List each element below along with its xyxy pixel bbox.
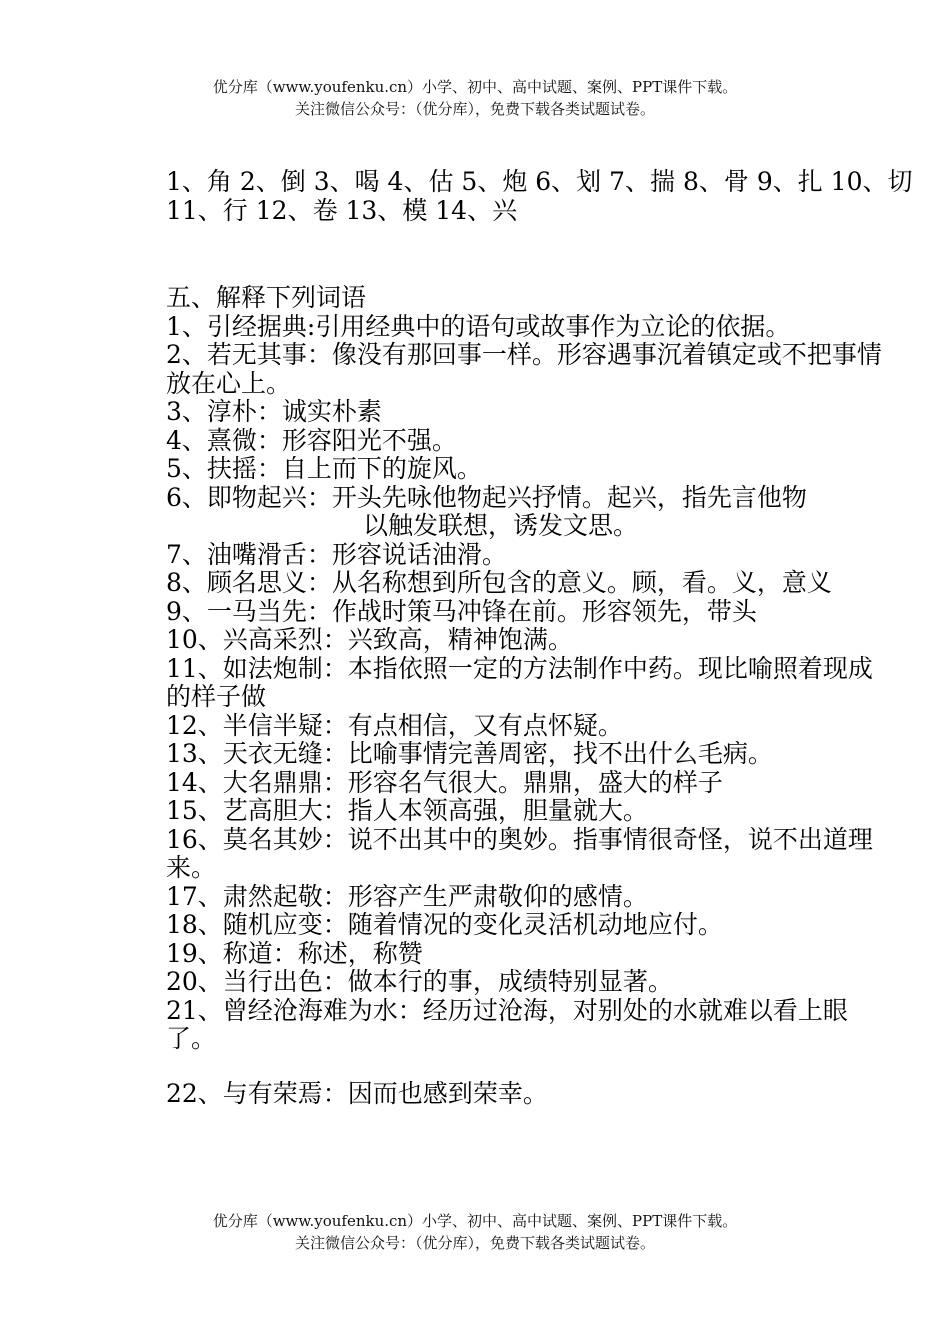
footer-line-1: 优分库（www.youfenku.cn）小学、初中、高中试题、案例、PPT课件下载。 — [212, 1212, 738, 1230]
definition-item: 22、与有荣焉：因而也感到荣幸。 — [166, 1078, 548, 1108]
definition-item: 21、曾经沧海难为水：经历过沧海，对别处的水就难以看上眼了。 — [166, 995, 848, 1053]
definition-item: 3、淳朴：诚实朴素 — [166, 397, 382, 426]
definition-item: 13、天衣无缝：比喻事情完善周密，找不出什么毛病。 — [166, 739, 773, 768]
footer-line-2: 关注微信公众号：（优分库），免费下载各类试题试卷。 — [294, 1234, 655, 1252]
page-footer — [0, 1210, 950, 1254]
definition-item: 4、熹微：形容阳光不强。 — [166, 425, 457, 455]
definition-item: 5、扶摇：自上而下的旋风。 — [166, 454, 482, 483]
definition-item: 17、肃然起敬：形容产生严肃敬仰的感情。 — [166, 881, 648, 911]
definition-item: 20、当行出色：做本行的事，成绩特别显著。 — [166, 967, 673, 996]
definition-item: 10、兴高采烈：兴致高，精神饱满。 — [166, 625, 573, 654]
definition-item: 9、一马当先：作战时策马冲锋在前。形容领先，带头 — [166, 596, 757, 626]
header-line-1: 优分库（www.youfenku.cn）小学、初中、高中试题、案例、PPT课件下载。 — [212, 78, 738, 96]
definition-item: 12、半信半疑：有点相信，又有点怀疑。 — [166, 710, 623, 740]
definition-item: 14、大名鼎鼎：形容名气很大。鼎鼎，盛大的样子 — [166, 767, 723, 797]
answer-line-1: 1、角 2、倒 3、喝 4、估 5、炮 6、划 7、揣 8、骨 9、扎 10、切 — [166, 167, 913, 196]
definition-item: 2、若无其事：像没有那回事一样。形容遇事沉着镇定或不把事情放在心上。 — [166, 340, 882, 398]
definition-list — [166, 313, 894, 1109]
definition-item: 15、艺高胆大：指人本领高强，胆量就大。 — [166, 796, 648, 825]
answer-line-2: 11、行 12、卷 13、模 14、兴 — [166, 195, 518, 225]
answer-list — [166, 167, 913, 225]
header-line-2: 关注微信公众号：（优分库），免费下载各类试题试卷。 — [294, 100, 655, 118]
definition-item: 1、引经据典:引用经典中的语句或故事作为立论的依据。 — [166, 311, 791, 341]
definition-item: 16、莫名其妙：说不出其中的奥妙。指事情很奇怪，说不出道理来。 — [166, 824, 873, 882]
definition-item: 18、随机应变：随着情况的变化灵活机动地应付。 — [166, 910, 723, 939]
page-header — [0, 76, 950, 120]
definition-text: 6、即物起兴：开头先咏他物起兴抒情。起兴，指先言他物 — [166, 482, 807, 512]
definition-item: 11、如法炮制：本指依照一定的方法制作中药。现比喻照着现成的样子做 — [166, 653, 873, 711]
definition-item: 19、称道：称述，称赞 — [166, 938, 423, 968]
section-title: 五、解释下列词语 — [166, 283, 367, 312]
definition-item: 8、顾名思义：从名称想到所包含的意义。顾，看。义，意义 — [166, 568, 832, 597]
definition-item — [166, 484, 894, 541]
definition-item: 7、油嘴滑舌：形容说话油滑。 — [166, 539, 507, 569]
definition-continuation: 以触发联想，诱发文思。 — [363, 511, 639, 540]
document-body — [166, 167, 913, 1108]
